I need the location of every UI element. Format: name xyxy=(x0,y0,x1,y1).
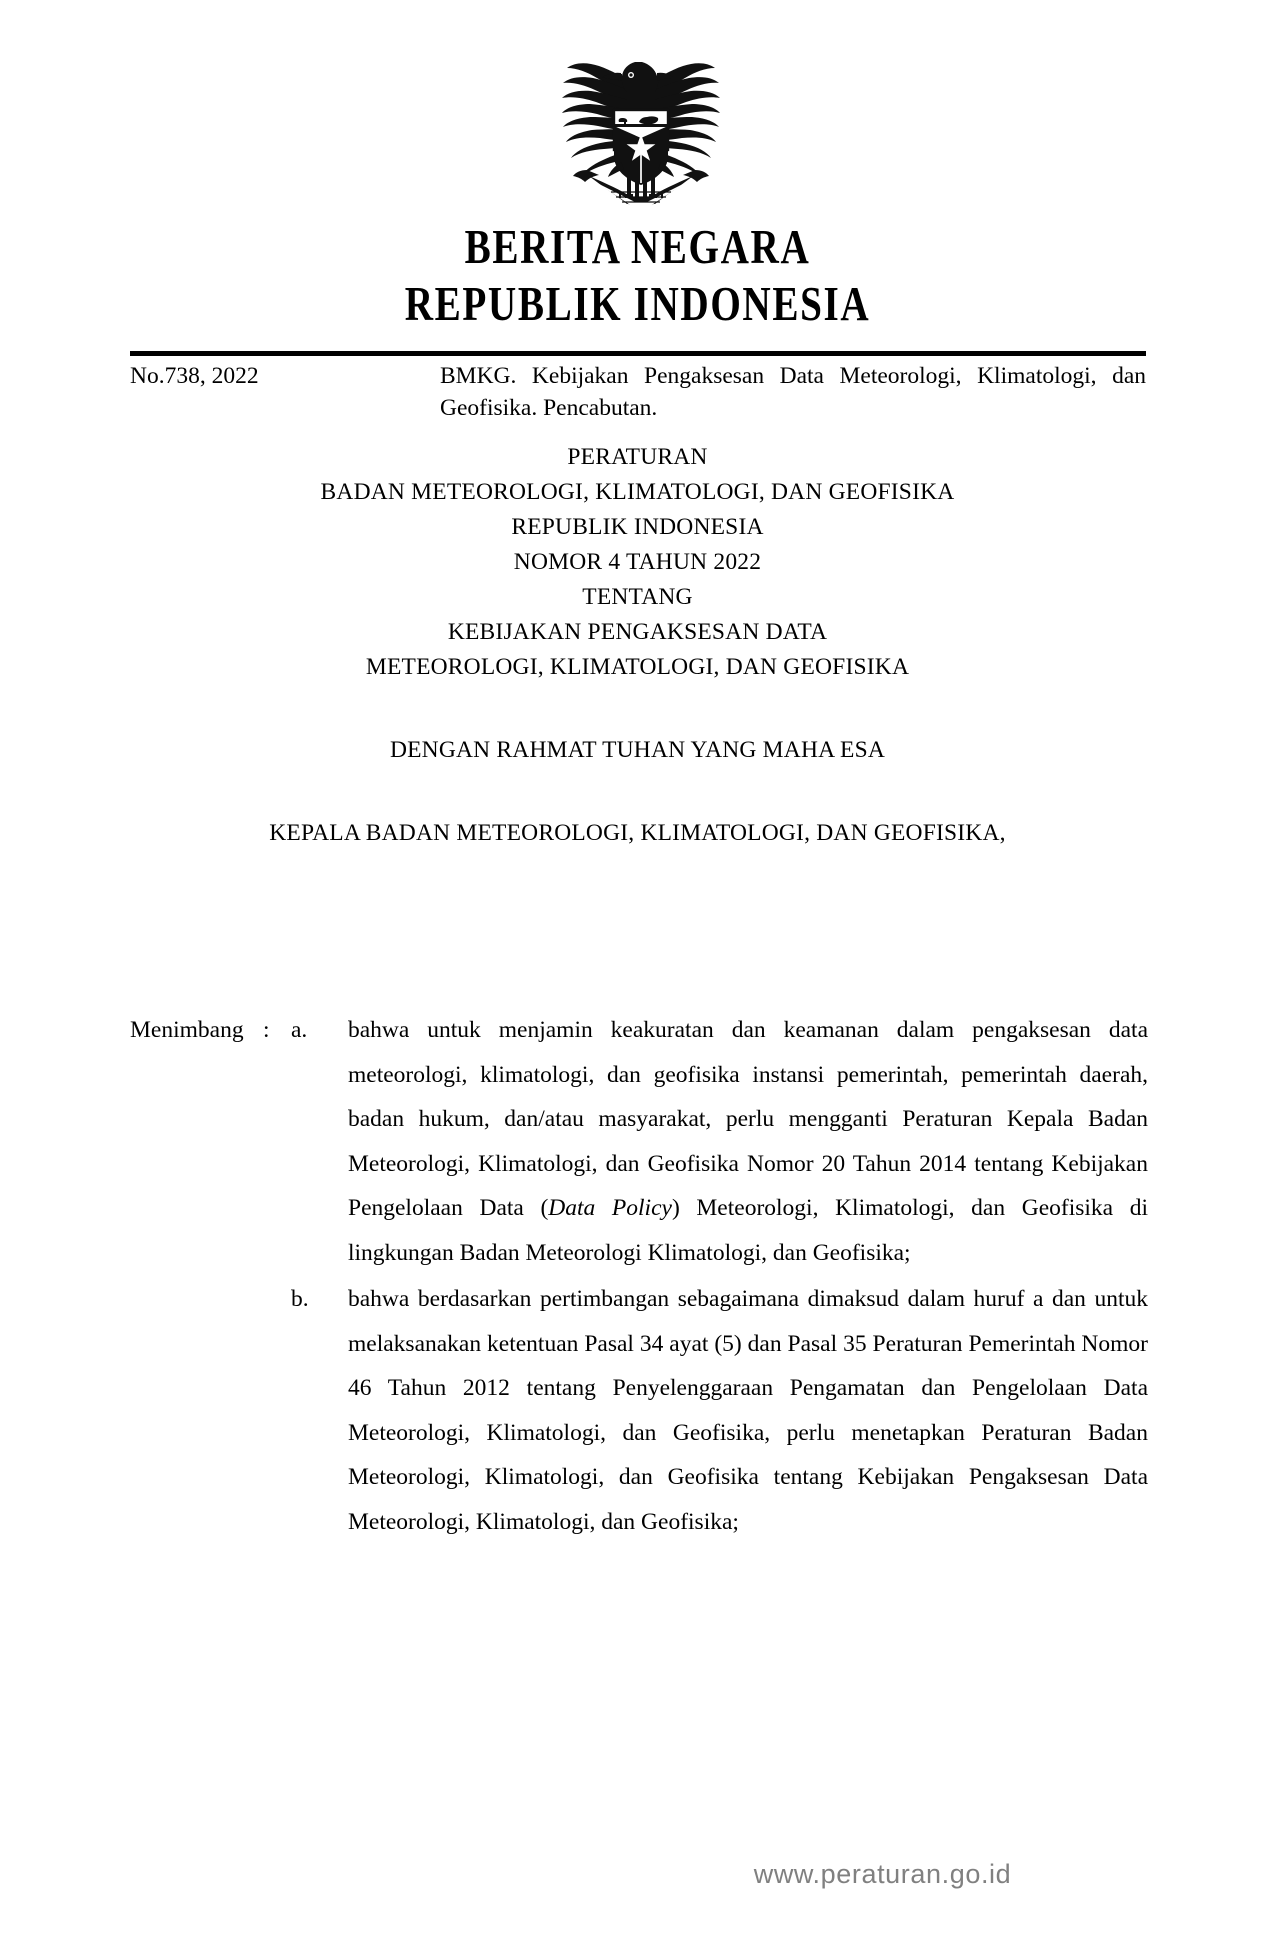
considering-text-a xyxy=(348,1008,1148,1275)
considering-item-a xyxy=(130,1008,1148,1275)
emblem-container xyxy=(0,48,1275,219)
considering-text-b: bahwa berdasarkan pertimbangan sebagaimana dimaksud dalam huruf a dan untuk melaksanakan ketentuan Pasal 34 ayat (5) dan Pasal 35 Peraturan Pemerintah Nomor 46 Tahun 2012 tentang Penyelenggaraan Pengamatan dan Pengelolaan Data Meteorologi, Klimatologi, dan Geofisika, perlu menetapkan Peraturan Badan Meteorologi, Klimatologi, dan Geofisika tentang Kebijakan Pengaksesan Data Meteorologi, Klimatologi, dan Geofisika; xyxy=(348,1286,1148,1535)
masthead-line-republik-indonesia: REPUBLIK INDONESIA xyxy=(404,276,871,331)
footer xyxy=(0,1859,1275,1890)
title-peraturan: PERATURAN xyxy=(567,444,708,470)
considering-a-part2: ) Meteorologi, Klimatologi, dan Geofisika di lingkungan Badan Meteorologi Klimatologi, dan Geofisika; xyxy=(348,1195,1148,1266)
masthead-line-berita-negara: BERITA NEGARA xyxy=(464,219,811,274)
title-republik-indonesia: REPUBLIK INDONESIA xyxy=(511,514,764,540)
title-subject-line-2: METEOROLOGI, KLIMATOLOGI, DAN GEOFISIKA xyxy=(365,654,910,680)
title-agency: BADAN METEOROLOGI, KLIMATOLOGI, DAN GEOFISIKA xyxy=(320,479,955,505)
reference-row xyxy=(130,360,1146,424)
considering-label: Menimbang xyxy=(130,1017,244,1043)
title-invocation: DENGAN RAHMAT TUHAN YANG MAHA ESA xyxy=(389,737,886,763)
title-subject-line-1: KEBIJAKAN PENGAKSESAN DATA xyxy=(447,619,828,645)
header-divider-rule xyxy=(130,351,1146,356)
considering-item-b xyxy=(130,1277,1148,1544)
considering-a-part1: bahwa untuk menjamin keakuratan dan keamanan dalam pengaksesan data meteorologi, klimatologi, dan geofisika instansi pemerintah, pemerintah daerah, badan hukum, dan/atau masyarakat, perlu mengganti Peraturan Kepala Badan Meteorologi, Klimatologi, dan Geofisika Nomor 20 Tahun 2014 tentang Kebijakan Pengelolaan Data ( xyxy=(348,1017,1148,1221)
title-issuing-official: KEPALA BADAN METEOROLOGI, KLIMATOLOGI, DAN GEOFISIKA, xyxy=(269,820,1006,846)
considering-marker-b: b. xyxy=(291,1286,309,1312)
considering-section xyxy=(130,1008,1148,1544)
reference-number: No.738, 2022 xyxy=(130,363,259,389)
regulation-title-block xyxy=(0,440,1275,851)
masthead xyxy=(0,218,1275,332)
title-nomor-tahun: NOMOR 4 TAHUN 2022 xyxy=(513,549,762,575)
considering-a-italic: Data Policy xyxy=(548,1195,672,1221)
garuda-pancasila-emblem xyxy=(559,48,723,214)
considering-marker-a: a. xyxy=(291,1017,308,1043)
considering-colon: : xyxy=(263,1017,270,1043)
title-tentang: TENTANG xyxy=(582,584,693,610)
reference-subject: BMKG. Kebijakan Pengaksesan Data Meteorologi, Klimatologi, dan Geofisika. Pencabutan. xyxy=(440,363,1146,421)
footer-url: www.peraturan.go.id xyxy=(753,1859,1012,1889)
